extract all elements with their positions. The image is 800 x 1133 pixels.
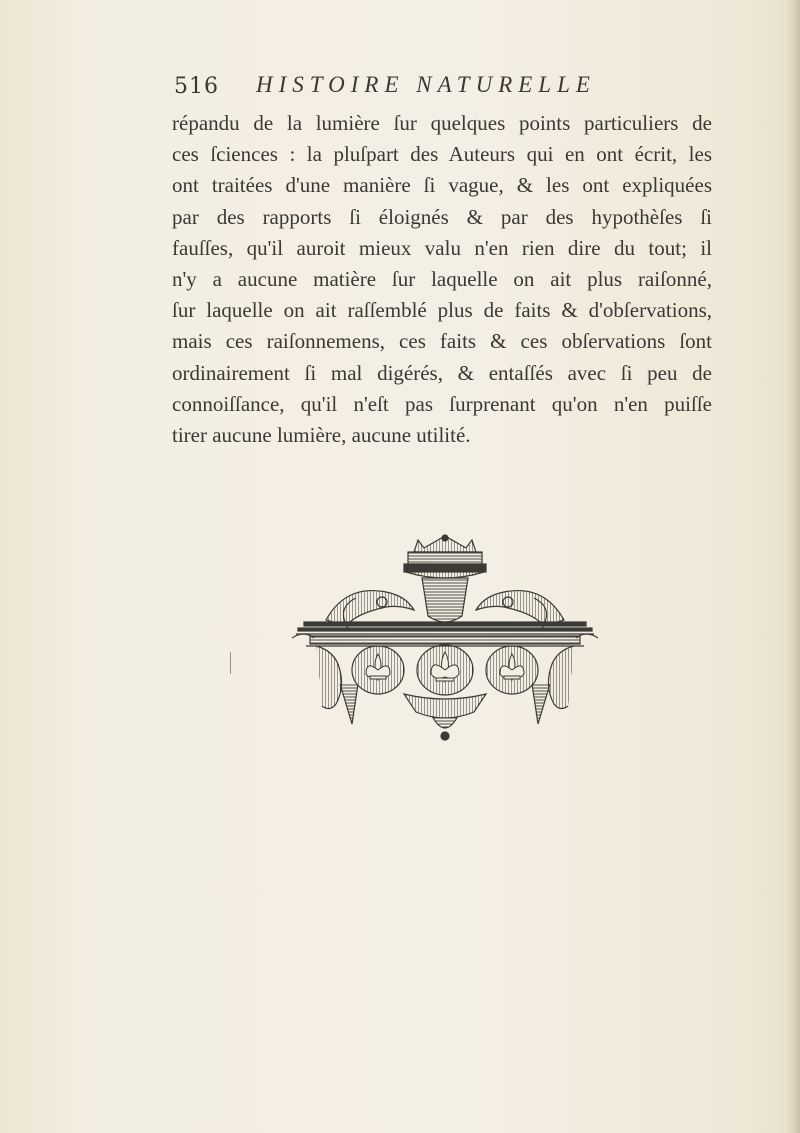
text-line: ſur laquelle on ait raſſemblé plus de faits & d'obſervations, [172, 298, 712, 323]
text-line: n'y a aucune matière ſur laquelle on ait plus raiſonné, [172, 266, 712, 291]
text-line: répandu de la lumière ſur quelques points particuliers de [172, 111, 712, 135]
margin-mark [229, 652, 232, 674]
page-number: 516 [174, 74, 219, 99]
body-paragraph [172, 108, 712, 451]
running-title: HISTOIRE NATURELLE [256, 72, 596, 97]
text-line: connoiſſance, qu'il n'eſt pas ſurprenant qu'on n'en puiſſe [172, 391, 712, 416]
text-line: mais ces raiſonnemens, ces faits & ces obſervations ſont [172, 329, 712, 354]
text-line: fauſſes, qu'il auroit mieux valu n'en rien dire du tout; il [172, 235, 712, 260]
running-header [174, 72, 734, 108]
crowned-fleur-de-lis-ornament-icon [286, 534, 604, 744]
text-line: tirer aucune lumière, aucune utilité. [172, 422, 471, 447]
page-edge-shadow [786, 0, 800, 1133]
text-line: ces ſciences : la pluſpart des Auteurs qui en ont écrit, les [172, 142, 712, 167]
text-line: par des rapports ſi éloignés & par des hypothèſes ſi [172, 204, 712, 229]
text-line: ordinairement ſi mal digérés, & entaſſés avec ſi peu de [172, 360, 712, 385]
text-line: ont traitées d'une manière ſi vague, & les ont expliquées [172, 173, 712, 198]
